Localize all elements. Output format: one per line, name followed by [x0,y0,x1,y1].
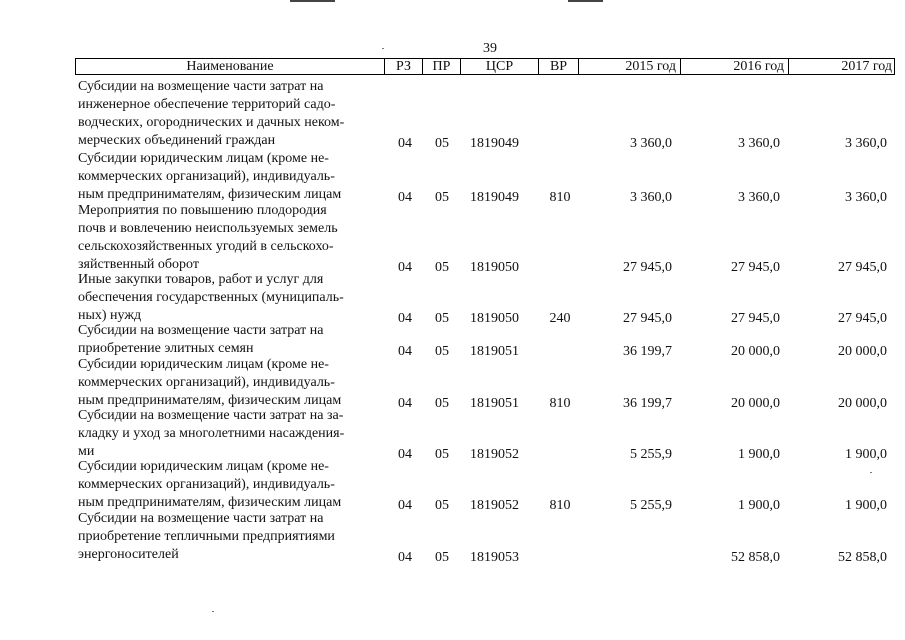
header-vr: ВР [539,59,579,74]
row-2015: 27 945,0 [623,260,672,275]
row-rz: 04 [398,344,412,359]
row-2017: 3 360,0 [845,136,887,151]
row-pr: 05 [435,396,449,411]
row-2017: 27 945,0 [838,260,887,275]
row-2016: 1 900,0 [738,498,780,513]
row-pr: 05 [435,190,449,205]
row-2017: 27 945,0 [838,311,887,326]
row-name: Субсидии юридическим лицам (кроме не- коммерческих организаций), индивидуаль- ным предпринимателям, физическим лицам [78,357,342,408]
row-2017: 20 000,0 [838,344,887,359]
row-rz: 04 [398,260,412,275]
row-csr: 1819049 [470,136,519,151]
row-2016: 27 945,0 [731,311,780,326]
header-name: Наименование [76,59,385,74]
row-pr: 05 [435,311,449,326]
row-name: Субсидии на возмещение части затрат на приобретение элитных семян [78,323,324,356]
row-csr: 1819050 [470,260,519,275]
row-csr: 1819052 [470,498,519,513]
scan-speck [382,48,384,49]
row-2015: 36 199,7 [623,396,672,411]
row-pr: 05 [435,136,449,151]
scan-mark [568,0,603,2]
row-csr: 1819052 [470,447,519,462]
row-rz: 04 [398,136,412,151]
row-2016: 20 000,0 [731,396,780,411]
row-2015: 3 360,0 [630,190,672,205]
row-name: Субсидии юридическим лицам (кроме не- коммерческих организаций), индивидуаль- ным предпринимателям, физическим лицам [78,459,342,510]
row-2016: 1 900,0 [738,447,780,462]
row-2017: 20 000,0 [838,396,887,411]
row-csr: 1819053 [470,550,519,565]
row-2015: 36 199,7 [623,344,672,359]
row-name: Субсидии юридическим лицам (кроме не- коммерческих организаций), индивидуаль- ным предпринимателям, физическим лицам [78,151,342,202]
row-vr: 240 [549,311,571,326]
header-2017: 2017 год [841,59,892,74]
header-csr: ЦСР [461,59,539,74]
row-rz: 04 [398,550,412,565]
row-name: Субсидии на возмещение части затрат на инженерное обеспечение территорий садо- водческих, огороднических и дачных неком- мерческих объединений граждан [78,79,345,148]
header-rz: РЗ [385,59,423,74]
row-name: Мероприятия по повышению плодородия почв и вовлечению неиспользуемых земель сельскохозяйственных угодий в сельскохо- зяйственный оборот [78,203,338,272]
header-2015: 2015 год [579,59,681,74]
row-2015: 5 255,9 [630,447,672,462]
row-pr: 05 [435,447,449,462]
row-2016: 52 858,0 [731,550,780,565]
row-name: Субсидии на возмещение части затрат на приобретение тепличными предприятиями энергоносителей [78,511,335,562]
row-2017: 52 858,0 [838,550,887,565]
scan-mark [290,0,335,2]
row-pr: 05 [435,550,449,565]
scan-speck [212,611,214,612]
row-name: Иные закупки товаров, работ и услуг для обеспечения государственных (муниципаль- ных) нужд [78,272,344,323]
row-vr: 810 [549,396,571,411]
row-2017: 3 360,0 [845,190,887,205]
row-2015: 5 255,9 [630,498,672,513]
row-rz: 04 [398,447,412,462]
row-2016: 3 360,0 [738,136,780,151]
page-number: 39 [483,41,497,56]
row-pr: 05 [435,260,449,275]
row-2017: 1 900,0 [845,498,887,513]
row-2015: 27 945,0 [623,311,672,326]
table-header [75,58,895,75]
row-csr: 1819051 [470,344,519,359]
row-rz: 04 [398,311,412,326]
row-pr: 05 [435,344,449,359]
row-vr: 810 [549,190,571,205]
row-rz: 04 [398,498,412,513]
row-2016: 27 945,0 [731,260,780,275]
row-name: Субсидии на возмещение части затрат на за- кладку и уход за многолетними насаждения- ми [78,408,345,459]
header-pr: ПР [423,59,461,74]
row-csr: 1819049 [470,190,519,205]
row-2016: 3 360,0 [738,190,780,205]
row-vr: 810 [549,498,571,513]
header-2016: 2016 год [681,59,789,74]
row-2015: 3 360,0 [630,136,672,151]
scan-speck [870,472,872,473]
row-rz: 04 [398,190,412,205]
row-csr: 1819051 [470,396,519,411]
row-rz: 04 [398,396,412,411]
row-2017: 1 900,0 [845,447,887,462]
row-pr: 05 [435,498,449,513]
row-2016: 20 000,0 [731,344,780,359]
row-csr: 1819050 [470,311,519,326]
